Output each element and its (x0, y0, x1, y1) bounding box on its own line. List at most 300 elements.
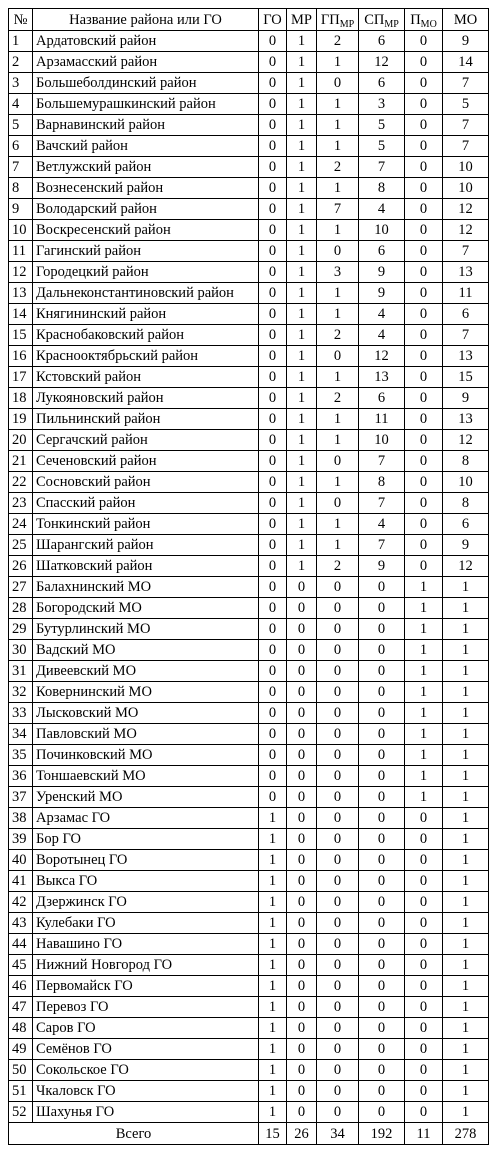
totals-gp: 34 (317, 1123, 359, 1145)
row-number: 50 (9, 1060, 33, 1081)
row-gp: 0 (317, 934, 359, 955)
row-mr: 0 (287, 871, 317, 892)
row-mo: 1 (443, 1102, 489, 1123)
row-mo: 10 (443, 472, 489, 493)
row-gp: 0 (317, 703, 359, 724)
row-sp: 0 (359, 787, 405, 808)
table-row (9, 241, 489, 262)
row-number: 48 (9, 1018, 33, 1039)
totals-row (9, 1123, 489, 1145)
row-number: 7 (9, 157, 33, 178)
row-mr: 1 (287, 115, 317, 136)
row-go: 1 (259, 997, 287, 1018)
table-row (9, 1039, 489, 1060)
row-mr: 0 (287, 955, 317, 976)
row-mr: 0 (287, 1060, 317, 1081)
row-gp: 1 (317, 94, 359, 115)
row-p: 0 (405, 31, 443, 52)
row-gp: 1 (317, 304, 359, 325)
row-gp: 0 (317, 577, 359, 598)
row-p: 0 (405, 808, 443, 829)
row-mo: 1 (443, 577, 489, 598)
row-go: 1 (259, 1039, 287, 1060)
table-row (9, 73, 489, 94)
row-mo: 5 (443, 94, 489, 115)
row-mr: 0 (287, 577, 317, 598)
row-mr: 1 (287, 199, 317, 220)
row-sp: 0 (359, 808, 405, 829)
row-name: Воскресенский район (33, 220, 259, 241)
row-number: 51 (9, 1081, 33, 1102)
row-mo: 6 (443, 304, 489, 325)
header-mr: МР (287, 9, 317, 31)
table-row (9, 1102, 489, 1123)
row-name: Краснобаковский район (33, 325, 259, 346)
row-mr: 0 (287, 703, 317, 724)
row-mo: 9 (443, 388, 489, 409)
row-name: Ковернинский МО (33, 682, 259, 703)
row-name: Сеченовский район (33, 451, 259, 472)
row-go: 0 (259, 745, 287, 766)
row-sp: 0 (359, 682, 405, 703)
row-gp: 2 (317, 556, 359, 577)
row-mo: 1 (443, 955, 489, 976)
row-name: Выкса ГО (33, 871, 259, 892)
row-sp: 11 (359, 409, 405, 430)
header-name: Название района или ГО (33, 9, 259, 31)
row-p: 0 (405, 430, 443, 451)
table-row (9, 724, 489, 745)
row-sp: 4 (359, 325, 405, 346)
row-mr: 1 (287, 472, 317, 493)
row-p: 0 (405, 409, 443, 430)
row-go: 0 (259, 514, 287, 535)
row-sp: 7 (359, 535, 405, 556)
row-number: 28 (9, 598, 33, 619)
row-name: Гагинский район (33, 241, 259, 262)
row-sp: 0 (359, 619, 405, 640)
row-p: 0 (405, 556, 443, 577)
table-row (9, 1060, 489, 1081)
row-sp: 12 (359, 346, 405, 367)
row-mo: 13 (443, 346, 489, 367)
row-number: 31 (9, 661, 33, 682)
row-gp: 0 (317, 976, 359, 997)
row-name: Городецкий район (33, 262, 259, 283)
row-go: 0 (259, 367, 287, 388)
table-row (9, 871, 489, 892)
row-p: 0 (405, 451, 443, 472)
row-go: 0 (259, 787, 287, 808)
row-p: 0 (405, 829, 443, 850)
table-row (9, 892, 489, 913)
row-mo: 1 (443, 997, 489, 1018)
row-name: Сокольское ГО (33, 1060, 259, 1081)
row-sp: 9 (359, 283, 405, 304)
row-gp: 0 (317, 661, 359, 682)
row-name: Большеболдинский район (33, 73, 259, 94)
row-mr: 1 (287, 556, 317, 577)
row-name: Варнавинский район (33, 115, 259, 136)
row-number: 41 (9, 871, 33, 892)
row-gp: 0 (317, 73, 359, 94)
row-mo: 1 (443, 934, 489, 955)
row-name: Кулебаки ГО (33, 913, 259, 934)
row-mo: 6 (443, 514, 489, 535)
row-gp: 0 (317, 619, 359, 640)
table-row (9, 367, 489, 388)
row-name: Первомайск ГО (33, 976, 259, 997)
row-mo: 1 (443, 808, 489, 829)
row-go: 0 (259, 640, 287, 661)
row-name: Сергачский район (33, 430, 259, 451)
row-name: Тонкинский район (33, 514, 259, 535)
row-name: Краснооктябрьский район (33, 346, 259, 367)
row-gp: 0 (317, 913, 359, 934)
row-sp: 0 (359, 934, 405, 955)
header-gp-main: ГП (320, 11, 340, 28)
row-number: 43 (9, 913, 33, 934)
row-mo: 1 (443, 598, 489, 619)
row-mr: 1 (287, 220, 317, 241)
row-number: 23 (9, 493, 33, 514)
row-sp: 0 (359, 955, 405, 976)
row-sp: 6 (359, 241, 405, 262)
row-mo: 1 (443, 766, 489, 787)
row-mr: 0 (287, 640, 317, 661)
row-go: 0 (259, 94, 287, 115)
row-number: 10 (9, 220, 33, 241)
row-p: 1 (405, 598, 443, 619)
row-gp: 0 (317, 724, 359, 745)
row-sp: 0 (359, 1039, 405, 1060)
row-go: 0 (259, 661, 287, 682)
header-sp (359, 9, 405, 31)
table-row (9, 661, 489, 682)
table-row (9, 136, 489, 157)
row-mr: 1 (287, 94, 317, 115)
row-number: 42 (9, 892, 33, 913)
row-name: Сосновский район (33, 472, 259, 493)
row-mo: 12 (443, 430, 489, 451)
row-gp: 0 (317, 766, 359, 787)
row-number: 35 (9, 745, 33, 766)
row-mr: 0 (287, 829, 317, 850)
row-sp: 4 (359, 304, 405, 325)
row-name: Арзамасский район (33, 52, 259, 73)
row-mr: 0 (287, 682, 317, 703)
row-sp: 9 (359, 556, 405, 577)
row-number: 33 (9, 703, 33, 724)
row-name: Кстовский район (33, 367, 259, 388)
row-p: 0 (405, 997, 443, 1018)
row-mo: 12 (443, 199, 489, 220)
row-name: Спасский район (33, 493, 259, 514)
row-go: 0 (259, 115, 287, 136)
row-go: 1 (259, 1060, 287, 1081)
row-mr: 1 (287, 241, 317, 262)
table-row (9, 598, 489, 619)
row-name: Дальнеконстантиновский район (33, 283, 259, 304)
row-gp: 0 (317, 451, 359, 472)
table-row (9, 703, 489, 724)
table-row (9, 31, 489, 52)
row-number: 38 (9, 808, 33, 829)
row-p: 0 (405, 157, 443, 178)
row-mo: 13 (443, 409, 489, 430)
row-sp: 7 (359, 157, 405, 178)
row-mo: 9 (443, 31, 489, 52)
row-number: 34 (9, 724, 33, 745)
row-number: 15 (9, 325, 33, 346)
row-gp: 1 (317, 52, 359, 73)
row-gp: 0 (317, 598, 359, 619)
table-row (9, 493, 489, 514)
row-p: 1 (405, 724, 443, 745)
row-gp: 0 (317, 871, 359, 892)
totals-p: 11 (405, 1123, 443, 1145)
row-number: 25 (9, 535, 33, 556)
table-row (9, 52, 489, 73)
row-mr: 0 (287, 997, 317, 1018)
row-mr: 1 (287, 304, 317, 325)
row-go: 0 (259, 136, 287, 157)
row-go: 1 (259, 1018, 287, 1039)
table-row (9, 220, 489, 241)
row-mo: 1 (443, 787, 489, 808)
row-number: 40 (9, 850, 33, 871)
row-mr: 0 (287, 1081, 317, 1102)
header-go: ГО (259, 9, 287, 31)
table-row (9, 472, 489, 493)
row-p: 0 (405, 220, 443, 241)
row-name: Чкаловск ГО (33, 1081, 259, 1102)
row-number: 39 (9, 829, 33, 850)
row-number: 46 (9, 976, 33, 997)
row-mo: 1 (443, 913, 489, 934)
row-mo: 1 (443, 1018, 489, 1039)
row-mr: 1 (287, 493, 317, 514)
row-mo: 12 (443, 556, 489, 577)
row-sp: 0 (359, 997, 405, 1018)
row-p: 1 (405, 661, 443, 682)
row-go: 0 (259, 199, 287, 220)
row-gp: 1 (317, 283, 359, 304)
row-go: 0 (259, 283, 287, 304)
row-go: 0 (259, 388, 287, 409)
row-p: 0 (405, 94, 443, 115)
row-name: Семёнов ГО (33, 1039, 259, 1060)
table-row (9, 745, 489, 766)
row-p: 0 (405, 325, 443, 346)
row-sp: 7 (359, 493, 405, 514)
row-mo: 1 (443, 745, 489, 766)
totals-label: Всего (9, 1123, 259, 1145)
row-number: 26 (9, 556, 33, 577)
row-go: 0 (259, 52, 287, 73)
table-row (9, 556, 489, 577)
row-mo: 7 (443, 241, 489, 262)
row-number: 36 (9, 766, 33, 787)
row-name: Княгининский район (33, 304, 259, 325)
row-go: 0 (259, 556, 287, 577)
row-gp: 1 (317, 115, 359, 136)
table-row (9, 913, 489, 934)
row-mo: 1 (443, 871, 489, 892)
table-row (9, 514, 489, 535)
row-gp: 0 (317, 955, 359, 976)
header-sp-sub: МР (384, 18, 399, 30)
row-mo: 13 (443, 262, 489, 283)
row-gp: 0 (317, 808, 359, 829)
row-number: 16 (9, 346, 33, 367)
row-go: 0 (259, 346, 287, 367)
row-gp: 1 (317, 514, 359, 535)
row-gp: 0 (317, 850, 359, 871)
row-gp: 0 (317, 1060, 359, 1081)
row-name: Воротынец ГО (33, 850, 259, 871)
row-sp: 0 (359, 1060, 405, 1081)
table-row (9, 262, 489, 283)
table-row (9, 619, 489, 640)
row-sp: 10 (359, 220, 405, 241)
row-name: Шатковский район (33, 556, 259, 577)
row-sp: 8 (359, 472, 405, 493)
row-mo: 7 (443, 73, 489, 94)
row-mr: 0 (287, 1018, 317, 1039)
row-name: Большемурашкинский район (33, 94, 259, 115)
row-number: 3 (9, 73, 33, 94)
row-gp: 1 (317, 472, 359, 493)
row-mr: 0 (287, 1102, 317, 1123)
row-gp: 0 (317, 493, 359, 514)
row-mo: 7 (443, 325, 489, 346)
row-p: 0 (405, 1060, 443, 1081)
table-row (9, 577, 489, 598)
row-number: 52 (9, 1102, 33, 1123)
row-p: 0 (405, 871, 443, 892)
row-gp: 0 (317, 640, 359, 661)
row-p: 0 (405, 241, 443, 262)
table-row (9, 178, 489, 199)
row-go: 0 (259, 472, 287, 493)
row-mo: 1 (443, 976, 489, 997)
table-row (9, 934, 489, 955)
row-go: 1 (259, 1102, 287, 1123)
row-mr: 0 (287, 766, 317, 787)
row-gp: 2 (317, 31, 359, 52)
row-number: 24 (9, 514, 33, 535)
row-sp: 13 (359, 367, 405, 388)
row-number: 17 (9, 367, 33, 388)
row-p: 0 (405, 892, 443, 913)
totals-sp: 192 (359, 1123, 405, 1145)
row-p: 0 (405, 976, 443, 997)
row-go: 1 (259, 913, 287, 934)
row-p: 1 (405, 640, 443, 661)
municipal-units-table (8, 8, 489, 1145)
row-name: Лысковский МО (33, 703, 259, 724)
row-name: Арзамас ГО (33, 808, 259, 829)
row-p: 0 (405, 1102, 443, 1123)
header-gp (317, 9, 359, 31)
row-sp: 0 (359, 976, 405, 997)
row-mo: 1 (443, 682, 489, 703)
row-gp: 1 (317, 430, 359, 451)
row-go: 0 (259, 220, 287, 241)
row-mr: 1 (287, 514, 317, 535)
table-row (9, 157, 489, 178)
row-mr: 1 (287, 283, 317, 304)
row-mr: 0 (287, 913, 317, 934)
header-sp-main: СП (364, 11, 385, 28)
row-p: 0 (405, 304, 443, 325)
row-gp: 0 (317, 346, 359, 367)
row-sp: 5 (359, 115, 405, 136)
row-name: Дивеевский МО (33, 661, 259, 682)
row-mo: 1 (443, 1081, 489, 1102)
table-row (9, 325, 489, 346)
row-mr: 1 (287, 262, 317, 283)
row-p: 0 (405, 493, 443, 514)
row-mo: 9 (443, 535, 489, 556)
row-sp: 6 (359, 388, 405, 409)
table-row (9, 430, 489, 451)
table-row (9, 115, 489, 136)
row-go: 0 (259, 304, 287, 325)
row-mr: 0 (287, 934, 317, 955)
row-number: 2 (9, 52, 33, 73)
row-go: 0 (259, 451, 287, 472)
table-row (9, 388, 489, 409)
row-p: 0 (405, 472, 443, 493)
row-go: 0 (259, 409, 287, 430)
table-row (9, 766, 489, 787)
row-go: 0 (259, 577, 287, 598)
row-p: 1 (405, 682, 443, 703)
row-sp: 0 (359, 766, 405, 787)
table-row (9, 409, 489, 430)
row-go: 0 (259, 157, 287, 178)
row-p: 0 (405, 178, 443, 199)
row-number: 44 (9, 934, 33, 955)
header-p (405, 9, 443, 31)
row-gp: 0 (317, 1039, 359, 1060)
row-gp: 0 (317, 1081, 359, 1102)
row-mo: 1 (443, 703, 489, 724)
row-gp: 1 (317, 220, 359, 241)
row-number: 5 (9, 115, 33, 136)
row-mr: 1 (287, 388, 317, 409)
row-gp: 2 (317, 157, 359, 178)
table-row (9, 1018, 489, 1039)
row-name: Ветлужский район (33, 157, 259, 178)
row-p: 1 (405, 787, 443, 808)
row-number: 32 (9, 682, 33, 703)
row-gp: 7 (317, 199, 359, 220)
row-p: 0 (405, 52, 443, 73)
row-go: 0 (259, 241, 287, 262)
row-number: 9 (9, 199, 33, 220)
totals-mo: 278 (443, 1123, 489, 1145)
row-number: 29 (9, 619, 33, 640)
row-sp: 0 (359, 703, 405, 724)
row-sp: 8 (359, 178, 405, 199)
row-name: Навашино ГО (33, 934, 259, 955)
row-go: 0 (259, 598, 287, 619)
row-sp: 0 (359, 1081, 405, 1102)
row-mo: 14 (443, 52, 489, 73)
